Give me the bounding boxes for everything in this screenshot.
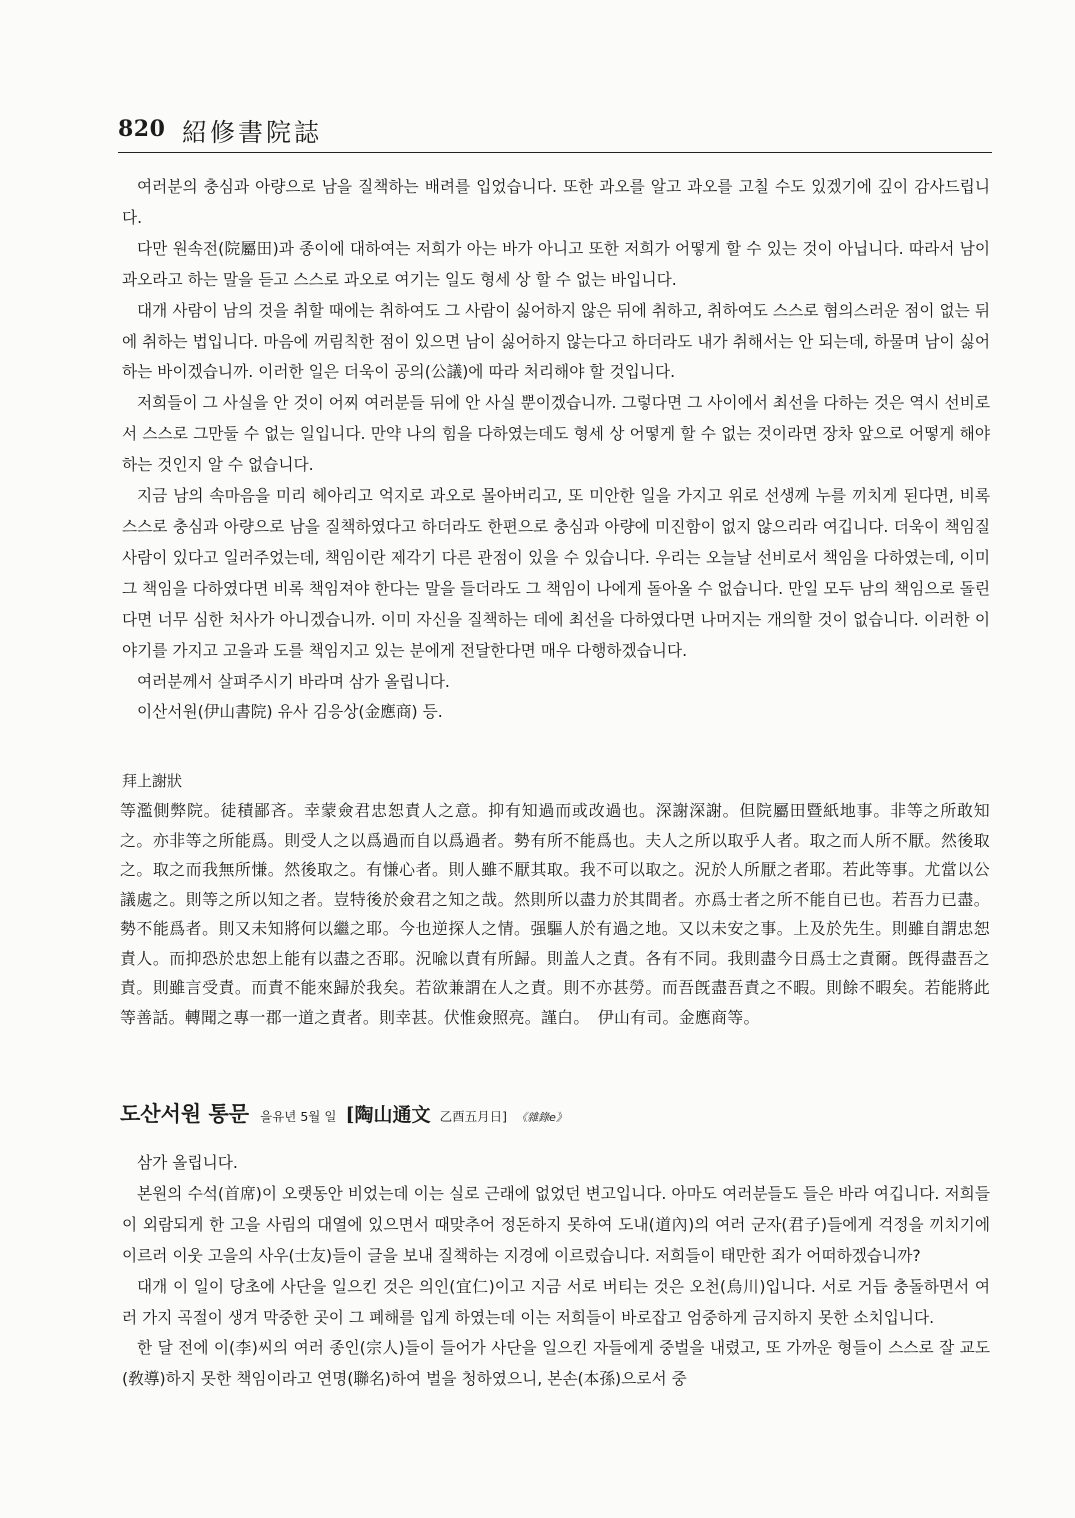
section-hanja-title: [陶山通文 bbox=[345, 1104, 431, 1126]
section-hanja-date: 乙酉五月日] bbox=[439, 1109, 507, 1124]
section-source: 《雜錄e》 bbox=[516, 1111, 567, 1124]
running-header bbox=[118, 112, 992, 153]
original-text-title: 拜上謝狀 bbox=[122, 772, 183, 790]
paragraph: 대개 이 일이 당초에 사단을 일으킨 것은 의인(宜仁)이고 지금 서로 버티는 것은 오천(烏川)입니다. 서로 거듭 충돌하면서 여러 가지 곡절이 생겨 막중한 곳이 그 폐해를 입게 하였는데 이는 저희들이 바로잡고 엄중하게 금지하지 못한 소치입니다. bbox=[122, 1276, 990, 1327]
section-heading bbox=[120, 1098, 1000, 1128]
section-title: 도산서원 통문 bbox=[120, 1102, 250, 1126]
letter-translation bbox=[122, 172, 990, 728]
paragraph: 삼가 올립니다. bbox=[137, 1153, 238, 1172]
paragraph: 대개 사람이 남의 것을 취할 때에는 취하여도 그 사람이 싫어하지 않은 뒤에 취하고, 취하여도 스스로 혐의스러운 점이 없는 뒤에 취하는 법입니다. 마음에 꺼림칙한 점이 있으면 남이 싫어하지 않는다고 하더라도 내가 취해서는 안 되는데, 하물며 남이 싫어하는 바이겠습니까. 이러한 일은 더욱이 공의(公議)에 따라 처리해야 할 것입니다. bbox=[122, 300, 990, 382]
paragraph: 본원의 수석(首席)이 오랫동안 비었는데 이는 실로 근래에 없었던 변고입니다. 아마도 여러분들도 들은 바라 여깁니다. 저희들이 외람되게 한 고을 사림의 대열에 있으면서 때맞추어 정돈하지 못하여 도내(道內)의 여러 군자(君子)들에게 걱정을 끼치기에 이르러 이웃 고을의 사우(士友)들이 글을 보내 질책하는 지경에 이르렀습니다. 저희들이 태만한 죄가 어떠하겠습니까? bbox=[122, 1183, 990, 1265]
paragraph: 여러분께서 살펴주시기 바라며 삼가 올립니다. bbox=[137, 671, 450, 691]
signature-line: 이산서원(伊山書院) 유사 김응상(金應商) 등. bbox=[137, 702, 443, 722]
book-title: 紹修書院誌 bbox=[182, 118, 323, 147]
paragraph: 저희들이 그 사실을 안 것이 어찌 여러분들 뒤에 안 사실 뿐이겠습니까. 그렇다면 그 사이에서 최선을 다하는 것은 역시 선비로서 스스로 그만둘 수 없는 일입니다. 만약 나의 힘을 다하였는데도 형세 상 어떻게 할 수 없는 것이라면 장차 앞으로 어떻게 해야 하는 것인지 알 수 없습니다. bbox=[122, 393, 990, 475]
section-date: 을유년 5월 일 bbox=[260, 1109, 337, 1124]
section-translation bbox=[122, 1148, 990, 1395]
page-number: 820 bbox=[118, 116, 166, 142]
paragraph: 지금 남의 속마음을 미리 헤아리고 억지로 과오로 몰아버리고, 또 미안한 일을 가지고 위로 선생께 누를 끼치게 된다면, 비록 스스로 충심과 아량으로 남을 질책하였다고 하더라도 한편으로 충심과 아량에 미진함이 없지 않으리라 여깁니다. 더욱이 책임질 사람이 있다고 일러주었는데, 책임이란 제각기 다른 관점이 있을 수 있습니다. 우리는 오늘날 선비로서 책임을 다하였는데, 이미 그 책임을 다하였다면 비록 책임져야 한다는 말을 들더라도 그 책임이 나에게 돌아올 수 없습니다. 만일 모두 남의 책임으로 돌린다면 너무 심한 처사가 아니겠습니까. 이미 자신을 질책하는 데에 최선을 다하였다면 나머지는 개의할 것이 없습니다. 이러한 이야기를 가지고 고을과 도를 책임지고 있는 분에게 전달한다면 매우 다행하겠습니다. bbox=[122, 486, 990, 660]
paragraph: 여러분의 충심과 아량으로 남을 질책하는 배려를 입었습니다. 또한 과오를 알고 과오를 고칠 수도 있겠기에 깊이 감사드립니다. bbox=[122, 177, 990, 227]
paragraph: 한 달 전에 이(李)씨의 여러 종인(宗人)들이 들어가 사단을 일으킨 자들에게 중벌을 내렸고, 또 가까운 형들이 스스로 잘 교도(敎導)하지 못한 책임이라고 연명(聯名)하여 벌을 청하였으니, 본손(本孫)으로서 중 bbox=[122, 1338, 990, 1389]
paragraph: 다만 원속전(院屬田)과 종이에 대하여는 저희가 아는 바가 아니고 또한 저희가 어떻게 할 수 있는 것이 아닙니다. 따라서 남이 과오라고 하는 말을 듣고 스스로 과오로 여기는 일도 형세 상 할 수 없는 바입니다. bbox=[122, 238, 990, 289]
original-text-body: 等濫側弊院。徒積鄙吝。幸蒙僉君忠恕責人之意。抑有知過而或改過也。深謝深謝。但院屬田暨紙地事。非等之所敢知之。亦非等之所能爲。則受人之以爲過而自以爲過者。勢有所不能爲也。夫人之所以取乎人者。取之而人所不厭。然後取之。取之而我無所慊。然後取之。有慊心者。則人雖不厭其取。我不可以取之。況於人所厭之者耶。若此等事。尤當以公議處之。則等之所以知之者。豈特後於僉君之知之哉。然則所以盡力於其間者。亦爲士者之所不能自已也。若吾力已盡。勢不能爲者。則又未知將何以繼之耶。今也逆探人之情。强驅人於有過之地。又以未安之事。上及於先生。則雖自謂忠恕責人。而抑恐於忠恕上能有以盡之否耶。況喩以責有所歸。則盖人之責。各有不同。我則盡今日爲士之責爾。旣得盡吾之責。則雖言受責。而責不能來歸於我矣。若欲兼謂在人之責。則不亦甚勞。而吾旣盡吾責之不暇。則餘不暇矣。若能將此等善話。轉聞之專一郡一道之責者。則幸甚。伏惟僉照亮。謹白。 伊山有司。金應商等。 bbox=[120, 801, 990, 1027]
